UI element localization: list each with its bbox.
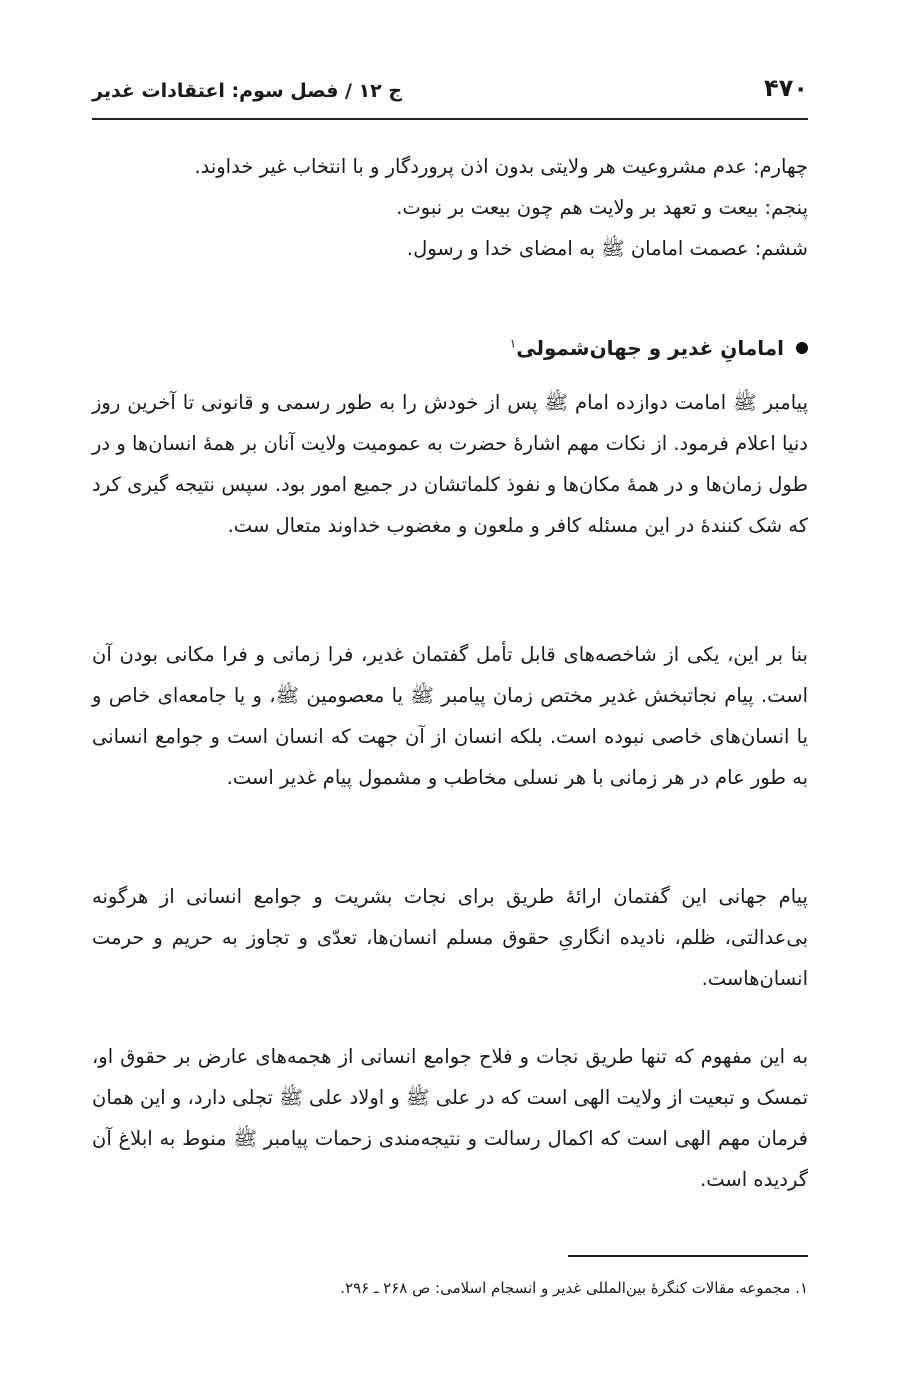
page-number: ۴۷۰: [764, 74, 808, 102]
list-item: ششم: عصمت امامان ﷺ به امضای خدا و رسول.: [406, 237, 808, 260]
numbered-list: [92, 146, 808, 269]
running-title: ج ۱۲ / فصل سوم: اعتقادات غدیر: [92, 80, 403, 102]
section-heading-text: امامانِ غدیر و جهان‌شمولی$^۱$: [509, 336, 784, 360]
paragraph: به این مفهوم که تنها طریق نجات و فلاح جوامع انسانی از هجمه‌های عارض بر حقوق او، تمسک و تبعیت از ولایت الهی است که در علی ﷺ و اولاد علی ﷺ تجلی دارد، و این همان فرمان مهم الهی است که اکمال رسالت و نتیجه‌مندی زحمات پیامبر ﷺ منوط به ابلاغ آن گردیده است.: [92, 1045, 808, 1191]
page-header: [92, 70, 808, 120]
footnote-divider: [568, 1255, 808, 1257]
section-heading: [510, 336, 808, 360]
paragraph: بنا بر این، یکی از شاخصه‌های قابل تأمل گفتمان غدیر، فرا زمانی و فرا مکانی بودن آن است. پیام نجاتبخش غدیر مختص زمان پیامبر ﷺ یا معصومین ﷺ، و یا جامعه‌ای خاص و یا انسان‌های خاصی نبوده است. بلکه انسان از آن جهت که انسان است و جوامع انسانی به طور عام در هر زمانی با هر نسلی مخاطب و مشمول پیام غدیر است.: [92, 643, 808, 789]
footnote: ۱. مجموعه مقالات کنگرهٔ بین‌المللی غدیر و انسجام اسلامی: ص ۲۶۸ ـ ۲۹۶.: [340, 1279, 808, 1297]
paragraph: پیامبر ﷺ امامت دوازده امام ﷺ پس از خودش را به طور رسمی و قانونی تا آخرین روز دنیا اعلام فرمود. از نکات مهم اشارهٔ حضرت به عمومیت ولایت آنان بر همهٔ انسان‌ها و در طول زمان‌ها و در همهٔ مکان‌ها و نفوذ کلماتشان در جمیع امور بود. سپس نتیجه گیری کرد که شک کنندهٔ در این مسئله کافر و ملعون و مغضوب خداوند متعال ست.: [92, 391, 808, 537]
bullet-icon: [796, 342, 808, 354]
list-item: پنجم: بیعت و تعهد بر ولایت هم چون بیعت بر نبوت.: [396, 196, 808, 219]
footnote-marker: ۱: [509, 336, 517, 351]
list-item: چهارم: عدم مشروعیت هر ولایتی بدون اذن پروردگار و با انتخاب غیر خداوند.: [194, 155, 808, 178]
paragraph: پیام جهانی این گفتمان ارائهٔ طریق برای نجات بشریت و جوامع انسانی از هرگونه بی‌عدالتی، ظلم، نادیده انگاریِ حقوق مسلم انسان‌ها، تعدّی و تجاوز به حریم و حرمت انسان‌هاست.: [92, 885, 808, 990]
